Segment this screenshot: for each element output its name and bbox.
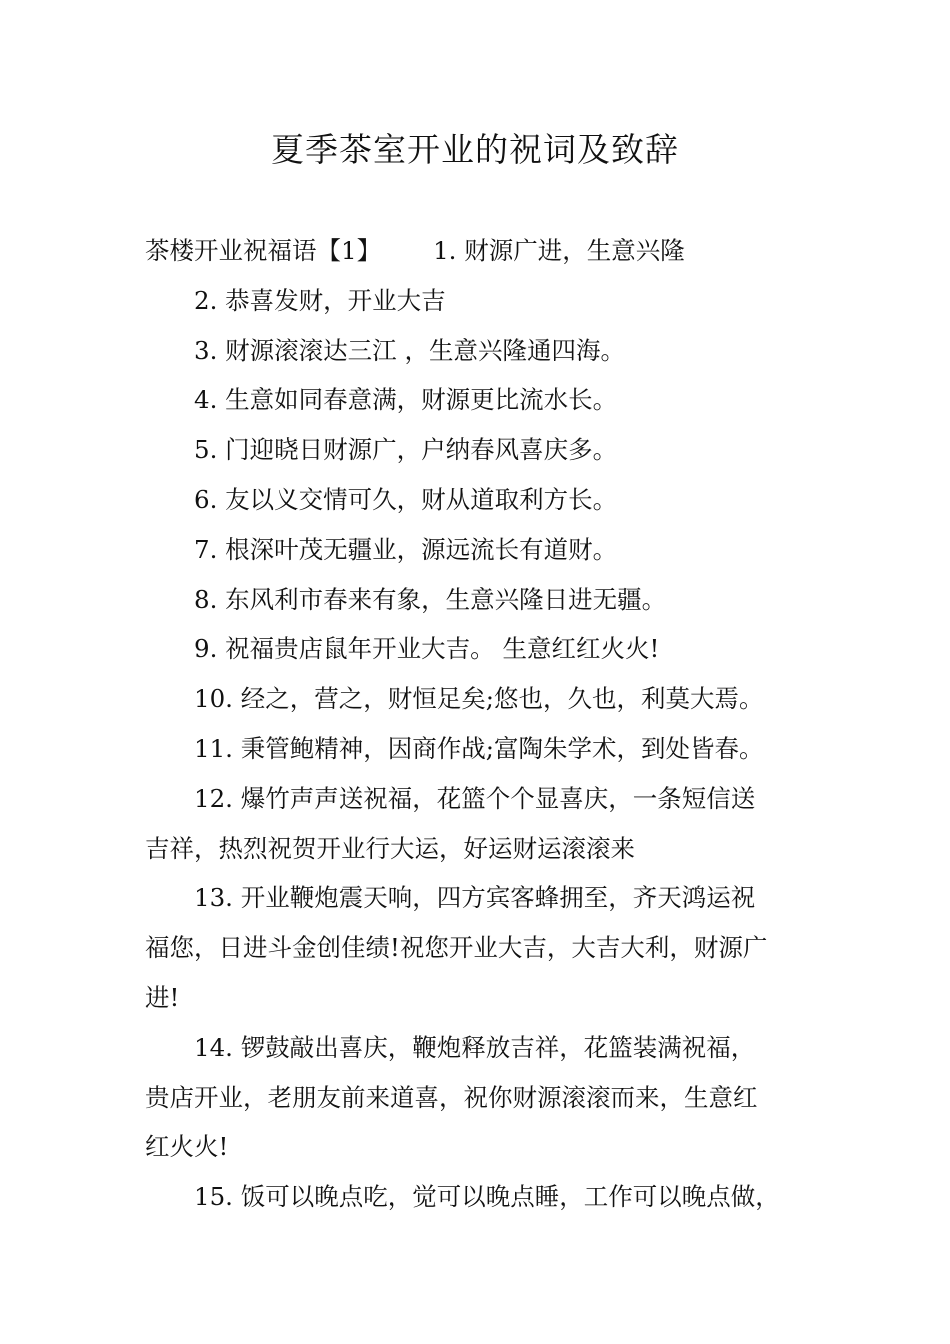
list-item: 6. 友以义交情可久，财从道取利方长。 bbox=[194, 484, 618, 514]
list-item-line: 贵店开业，老朋友前来道喜，祝你财源滚滚而来，生意红 bbox=[145, 1082, 758, 1112]
list-item-line: 吉祥，热烈祝贺开业行大运，好运财运滚滚来 bbox=[145, 833, 635, 863]
intro-line bbox=[145, 226, 825, 276]
list-item-line: 14. 锣鼓敲出喜庆，鞭炮释放吉祥，花篮装满祝福， bbox=[194, 1032, 756, 1062]
list-item: 11. 秉管鲍精神，因商作战;富陶朱学术，到处皆春。 bbox=[194, 733, 764, 763]
list-item-line: 进! bbox=[145, 982, 180, 1012]
list-item: 9. 祝福贵店鼠年开业大吉。 生意红红火火! bbox=[194, 634, 660, 664]
list-item: 2. 恭喜发财，开业大吉 bbox=[194, 285, 446, 315]
list-item-line: 12. 爆竹声声送祝福，花篮个个显喜庆，一条短信送 bbox=[194, 783, 756, 813]
list-item-line: 15. 饭可以晚点吃，觉可以晚点睡，工作可以晚点做， bbox=[194, 1182, 780, 1212]
list-item-line: 13. 开业鞭炮震天响，四方宾客蜂拥至，齐天鸿运祝 bbox=[194, 883, 756, 913]
list-item: 8. 东风利市春来有象，生意兴隆日进无疆。 bbox=[194, 584, 667, 614]
document-title: 夏季茶室开业的祝词及致辞 bbox=[271, 130, 679, 169]
intro-heading: 茶楼开业祝福语【1】 bbox=[145, 236, 382, 265]
list-item: 5. 门迎晓日财源广，户纳春风喜庆多。 bbox=[194, 435, 618, 465]
list-item-line: 红火火! bbox=[145, 1132, 229, 1162]
list-item: 7. 根深叶茂无疆业，源远流长有道财。 bbox=[194, 534, 618, 564]
list-item: 3. 财源滚滚达三江 ，生意兴隆通四海。 bbox=[194, 335, 625, 365]
list-item: 1. 财源广进，生意兴隆 bbox=[433, 236, 685, 265]
list-item-line: 福您，日进斗金创佳绩!祝您开业大吉，大吉大利，财源广 bbox=[145, 933, 768, 963]
list-item: 4. 生意如同春意满，财源更比流水长。 bbox=[194, 385, 618, 415]
document-body bbox=[145, 226, 825, 1222]
list-item: 10. 经之，营之，财恒足矣;悠也，久也，利莫大焉。 bbox=[194, 684, 764, 714]
